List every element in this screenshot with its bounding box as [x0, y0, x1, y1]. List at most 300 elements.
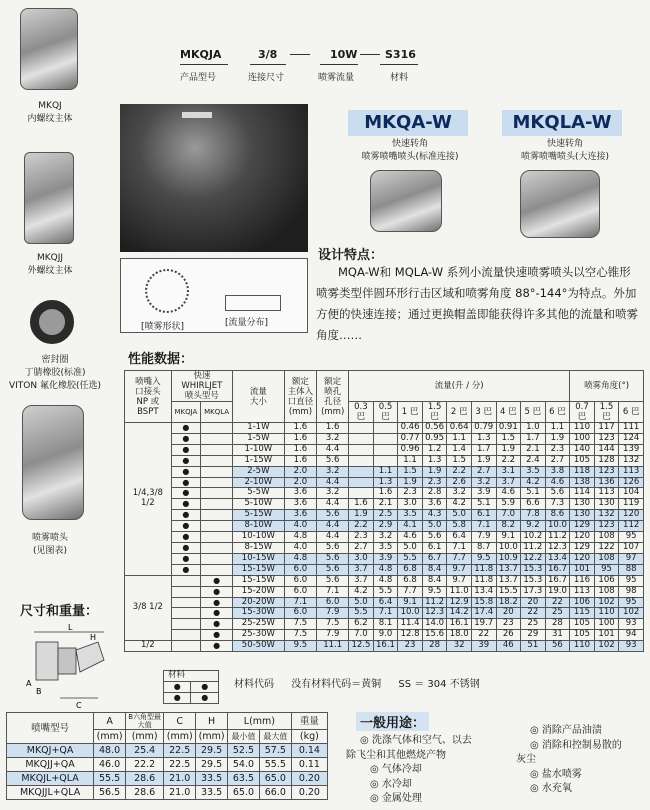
data-cell: 13.4: [471, 586, 496, 597]
model-dot-cell: [201, 532, 233, 543]
model-code-part: S316: [385, 48, 416, 61]
data-cell: 5.6: [545, 488, 570, 499]
data-cell: 112: [619, 521, 644, 532]
data-cell: 7.1: [471, 521, 496, 532]
data-cell: 0.96: [398, 444, 423, 455]
data-cell: 1.6: [284, 444, 317, 455]
flow-size-cell: 25-30W: [233, 630, 285, 641]
data-cell: 113: [594, 488, 619, 499]
data-cell: 6.0: [284, 575, 317, 586]
model-dot-cell: ●: [171, 455, 200, 466]
data-cell: 5.0: [447, 510, 472, 521]
data-cell: 120: [570, 532, 595, 543]
data-cell: 117: [594, 423, 619, 434]
distribution-graph: [225, 295, 281, 311]
data-cell: 2.7: [545, 455, 570, 466]
data-cell: 124: [619, 433, 644, 444]
features-title: 设计特点：: [318, 248, 384, 263]
model-dot-cell: [171, 586, 200, 597]
model-dot-cell: [201, 455, 233, 466]
use-item: ◎ 金属处理: [370, 793, 422, 804]
pressure-header: 1.5 巴: [422, 402, 447, 423]
model-dot-cell: [171, 641, 200, 652]
data-cell: 8.1: [373, 619, 398, 630]
data-cell: 3.8: [545, 466, 570, 477]
flow-size-cell: 2-5W: [233, 466, 285, 477]
data-cell: 93: [619, 619, 644, 630]
data-cell: 48.0: [94, 744, 126, 758]
data-cell: 28: [422, 641, 447, 652]
use-item: 灰尘: [516, 754, 536, 765]
spray-pattern-panel: [120, 258, 308, 333]
data-cell: 32: [447, 641, 472, 652]
data-cell: 5.6: [317, 553, 349, 564]
data-cell: 15.3: [521, 564, 546, 575]
data-cell: 51: [521, 641, 546, 652]
data-cell: 130: [570, 510, 595, 521]
model-code-part: MKQJA: [180, 48, 222, 61]
data-cell: 2.3: [422, 477, 447, 488]
model-code-label: 连接尺寸: [248, 73, 285, 83]
data-cell: 5.0: [349, 597, 374, 608]
model-dot-cell: ●: [171, 444, 200, 455]
data-cell: 28.6: [126, 772, 164, 786]
model-dot-cell: ●: [201, 597, 233, 608]
data-cell: 15.8: [471, 597, 496, 608]
data-cell: 12.3: [545, 542, 570, 553]
angle-pressure-header: 1.5 巴: [594, 402, 619, 423]
data-cell: 97: [619, 553, 644, 564]
data-cell: 102: [594, 597, 619, 608]
dash: [360, 54, 380, 55]
data-cell: 11.2: [422, 597, 447, 608]
flow-header: 流量(升 / 分): [349, 371, 570, 402]
data-cell: 3.5: [398, 510, 423, 521]
data-cell: 3.5: [521, 466, 546, 477]
flow-size-cell: 1-10W: [233, 444, 285, 455]
dash: [290, 54, 310, 55]
data-cell: 120: [619, 510, 644, 521]
model-code-part: 3/8: [258, 48, 278, 61]
data-cell: 101: [570, 564, 595, 575]
model-dot-cell: ●: [201, 608, 233, 619]
label-l: L: [68, 623, 73, 632]
data-cell: 13.7: [496, 575, 521, 586]
data-cell: 14.0: [422, 619, 447, 630]
data-cell: 130: [570, 499, 595, 510]
table-row: [125, 575, 644, 586]
model-dot-cell: [201, 510, 233, 521]
data-cell: [349, 455, 374, 466]
pressure-header: 5 巴: [521, 402, 546, 423]
data-cell: 1.6: [284, 455, 317, 466]
data-cell: 3.7: [496, 477, 521, 488]
model-dot-cell: [201, 466, 233, 477]
table-row: [125, 586, 644, 597]
data-cell: 23: [398, 641, 423, 652]
data-cell: 31: [545, 630, 570, 641]
model-dot-cell: ●: [171, 488, 200, 499]
data-cell: 6.0: [317, 597, 349, 608]
data-cell: 3.1: [496, 466, 521, 477]
data-cell: 17.3: [521, 586, 546, 597]
model-dot-cell: ●: [171, 542, 200, 553]
spray-photo: [120, 104, 308, 252]
data-cell: 120: [570, 553, 595, 564]
table-row: [125, 619, 644, 630]
data-cell: [373, 433, 398, 444]
pressure-header: 2 巴: [447, 402, 472, 423]
data-cell: 55.5: [259, 758, 291, 772]
data-cell: 3.2: [471, 477, 496, 488]
data-cell: 9.7: [447, 564, 472, 575]
data-cell: 1.6: [373, 488, 398, 499]
data-cell: 52.5: [228, 744, 260, 758]
data-cell: 7.1: [284, 597, 317, 608]
flow-size-cell: 10-15W: [233, 553, 285, 564]
data-cell: 122: [594, 542, 619, 553]
data-cell: 13.4: [545, 553, 570, 564]
model-dot-cell: ●: [171, 499, 200, 510]
data-cell: 114: [570, 488, 595, 499]
model-dot-cell: [201, 521, 233, 532]
data-cell: 115: [570, 608, 595, 619]
data-cell: 4.4: [317, 521, 349, 532]
dim-unit: (mm): [94, 730, 126, 744]
data-cell: 15.3: [521, 575, 546, 586]
data-cell: [349, 423, 374, 434]
mkqj-caption: MKQJ 内螺纹主体: [27, 101, 73, 124]
model-dot-cell: ●: [171, 477, 200, 488]
data-cell: 123: [594, 521, 619, 532]
data-cell: 100: [594, 619, 619, 630]
flow-size-cell: 15-15W: [233, 564, 285, 575]
model-dot-cell: [201, 499, 233, 510]
data-cell: 23: [496, 619, 521, 630]
data-cell: 6.7: [422, 553, 447, 564]
label-h: H: [90, 633, 97, 642]
data-cell: [373, 423, 398, 434]
data-cell: 5.0: [398, 542, 423, 553]
data-cell: 1.3: [422, 455, 447, 466]
dim-c-header: C: [164, 713, 196, 730]
model-dot-cell: [171, 597, 200, 608]
data-cell: 22.2: [126, 758, 164, 772]
data-cell: 1.6: [284, 433, 317, 444]
data-cell: 88: [619, 564, 644, 575]
data-cell: 6.1: [422, 542, 447, 553]
data-cell: 25.4: [126, 744, 164, 758]
model-dot-cell: ●: [171, 423, 200, 434]
data-cell: 108: [594, 553, 619, 564]
data-cell: 46.0: [94, 758, 126, 772]
uses-title: 一般用途：: [356, 712, 429, 731]
data-cell: 56.5: [94, 786, 126, 800]
data-cell: 22.5: [164, 744, 196, 758]
data-cell: 5.9: [496, 499, 521, 510]
data-cell: 3.6: [422, 499, 447, 510]
model-cell: MKQJJ+QA: [7, 758, 94, 772]
table-row: [125, 423, 644, 434]
model-dot-cell: [171, 619, 200, 630]
data-cell: 1.1: [398, 455, 423, 466]
data-cell: 29: [521, 630, 546, 641]
data-cell: 9.1: [496, 532, 521, 543]
data-cell: 6.8: [398, 564, 423, 575]
data-cell: 116: [570, 575, 595, 586]
model-dot-cell: [201, 488, 233, 499]
flow-size-cell: 1-15W: [233, 455, 285, 466]
data-cell: 9.2: [521, 521, 546, 532]
table-row: [125, 499, 644, 510]
data-cell: 28: [545, 619, 570, 630]
data-cell: 1.5: [496, 433, 521, 444]
data-cell: 8.7: [471, 542, 496, 553]
data-cell: 15.5: [496, 586, 521, 597]
mkqj-photo: [20, 8, 78, 90]
data-cell: [349, 488, 374, 499]
use-item: ◎ 水充氧: [530, 783, 572, 794]
data-cell: 118: [570, 466, 595, 477]
data-cell: 1.9: [349, 510, 374, 521]
data-cell: 5.6: [317, 575, 349, 586]
data-cell: 19.0: [545, 586, 570, 597]
data-cell: 1.1: [545, 423, 570, 434]
data-cell: 7.0: [349, 630, 374, 641]
data-cell: 11.0: [447, 586, 472, 597]
data-cell: 10.0: [398, 608, 423, 619]
model-dot-cell: [201, 477, 233, 488]
table-row: [125, 521, 644, 532]
data-cell: 3.6: [284, 488, 317, 499]
data-cell: 10.9: [496, 553, 521, 564]
data-cell: 2.6: [447, 477, 472, 488]
data-cell: 5.1: [471, 499, 496, 510]
data-cell: 102: [619, 608, 644, 619]
data-cell: 4.8: [284, 532, 317, 543]
data-cell: 7.9: [471, 532, 496, 543]
dim-unit: (mm): [126, 730, 164, 744]
data-cell: 6.1: [471, 510, 496, 521]
data-cell: 4.8: [373, 564, 398, 575]
data-cell: 29.5: [196, 744, 228, 758]
dim-unit: (mm): [164, 730, 196, 744]
flow-size-cell: 15-20W: [233, 586, 285, 597]
data-cell: [373, 444, 398, 455]
dim-w-header: 重量: [291, 713, 327, 730]
table-row: [125, 433, 644, 444]
data-cell: 12.8: [398, 630, 423, 641]
data-cell: 10.2: [521, 532, 546, 543]
data-cell: 1.9: [496, 444, 521, 455]
data-cell: 18.2: [496, 597, 521, 608]
model-dot-cell: [201, 542, 233, 553]
data-cell: 22.5: [164, 758, 196, 772]
data-cell: 46: [496, 641, 521, 652]
data-cell: 1.7: [521, 433, 546, 444]
data-cell: 4.6: [398, 532, 423, 543]
use-item: 除飞尘和其他燃烧产物: [346, 749, 446, 761]
data-cell: 144: [594, 444, 619, 455]
table-row: [125, 455, 644, 466]
data-cell: 3.9: [373, 553, 398, 564]
inlet-size-cell: 1/4,3/8 1/2: [125, 423, 172, 576]
data-cell: 107: [619, 542, 644, 553]
data-cell: 6.8: [398, 575, 423, 586]
table-row: [125, 630, 644, 641]
use-item: ◎ 气体冷却: [370, 764, 422, 775]
data-cell: 129: [570, 542, 595, 553]
orifice-header: 额定 喷孔 孔径 (mm): [317, 371, 349, 423]
data-cell: 104: [619, 488, 644, 499]
data-cell: 20: [496, 608, 521, 619]
data-cell: 2.3: [398, 488, 423, 499]
data-cell: 0.14: [291, 744, 327, 758]
data-cell: 7.9: [317, 630, 349, 641]
underline: [320, 64, 358, 65]
spray-head-caption: 喷雾喷头 (见图表): [31, 533, 68, 556]
data-cell: 2.8: [422, 488, 447, 499]
mkqjj-caption: MKQJJ 外螺纹主体: [27, 253, 73, 276]
data-cell: 10.0: [496, 542, 521, 553]
data-cell: 3.2: [373, 532, 398, 543]
underline: [250, 64, 286, 65]
data-cell: 110: [570, 641, 595, 652]
dot: ●: [164, 681, 191, 692]
data-cell: 106: [570, 597, 595, 608]
data-cell: 0.46: [398, 423, 423, 434]
model-dot-cell: [171, 630, 200, 641]
data-cell: 2.0: [284, 466, 317, 477]
data-cell: 7.5: [317, 619, 349, 630]
flow-size-cell: 25-25W: [233, 619, 285, 630]
flow-size-cell: 1-1W: [233, 423, 285, 434]
dim-a-header: A: [94, 713, 126, 730]
label-c: C: [76, 701, 82, 710]
data-cell: 3.0: [349, 553, 374, 564]
underline: [380, 64, 418, 65]
angle-header: 喷雾角度(°): [570, 371, 644, 402]
data-cell: 4.1: [398, 521, 423, 532]
product-title-mkqla: MKQLA-W: [502, 110, 622, 136]
data-cell: 25: [545, 608, 570, 619]
data-cell: 4.8: [284, 553, 317, 564]
data-cell: [349, 466, 374, 477]
dim-unit: (mm): [196, 730, 228, 744]
data-cell: 65.0: [259, 772, 291, 786]
flow-size-cell: 8-10W: [233, 521, 285, 532]
data-cell: 2.2: [349, 521, 374, 532]
model-dot-cell: [201, 433, 233, 444]
data-cell: 4.8: [373, 575, 398, 586]
data-cell: 3.0: [398, 499, 423, 510]
use-item: ◎ 消除和控制易散的: [530, 739, 622, 751]
nozzle-tip: [182, 112, 212, 118]
data-cell: 3.2: [447, 488, 472, 499]
data-cell: 1.9: [471, 455, 496, 466]
dim-l-header: L(mm): [228, 713, 292, 730]
data-cell: 5.5: [349, 608, 374, 619]
data-cell: 11.1: [317, 641, 349, 652]
data-cell: 119: [619, 499, 644, 510]
data-cell: 7.1: [447, 542, 472, 553]
material-legend: [234, 675, 480, 690]
table-row: [125, 641, 644, 652]
table-row: [125, 444, 644, 455]
data-cell: 55.5: [94, 772, 126, 786]
data-cell: 7.5: [284, 630, 317, 641]
data-cell: 8.4: [422, 575, 447, 586]
data-cell: 7.7: [398, 586, 423, 597]
spray-pattern-caption: [喷雾形状]: [141, 322, 185, 332]
flow-size-cell: 8-15W: [233, 542, 285, 553]
model-dot-cell: ●: [201, 586, 233, 597]
data-cell: 7.8: [521, 510, 546, 521]
table-row: [125, 553, 644, 564]
model-code-part: 10W: [330, 48, 358, 61]
data-cell: 9.1: [398, 597, 423, 608]
data-cell: 1.9: [545, 433, 570, 444]
data-cell: 5.5: [398, 553, 423, 564]
data-cell: 132: [619, 455, 644, 466]
data-cell: 136: [594, 477, 619, 488]
data-cell: 9.5: [284, 641, 317, 652]
data-cell: [349, 477, 374, 488]
use-item: ◎ 水冷却: [370, 778, 412, 790]
label-b: B: [36, 687, 42, 696]
model-dot-cell: [201, 553, 233, 564]
dim-b-header: B六角型最大值: [126, 713, 164, 730]
data-cell: 4.4: [317, 499, 349, 510]
data-cell: 56: [545, 641, 570, 652]
data-cell: 7.0: [496, 510, 521, 521]
data-cell: 16.1: [373, 641, 398, 652]
pressure-header: 0.3 巴: [349, 402, 374, 423]
data-cell: 5.6: [422, 532, 447, 543]
data-cell: 1.4: [447, 444, 472, 455]
table-row: [125, 542, 644, 553]
data-cell: 33.5: [196, 772, 228, 786]
seal-ring-photo: [30, 300, 74, 344]
data-cell: 26: [496, 630, 521, 641]
data-cell: 2.1: [521, 444, 546, 455]
data-cell: 4.2: [447, 499, 472, 510]
data-cell: 2.9: [373, 521, 398, 532]
data-cell: 110: [594, 608, 619, 619]
data-cell: 6.4: [373, 597, 398, 608]
data-cell: 3.6: [284, 499, 317, 510]
data-cell: 5.0: [422, 521, 447, 532]
table-row: [125, 597, 644, 608]
data-cell: 93: [619, 641, 644, 652]
data-cell: 2.3: [349, 532, 374, 543]
dimensions-table: [6, 712, 328, 800]
flow-size-cell: 50-50W: [233, 641, 285, 652]
data-cell: 4.4: [317, 477, 349, 488]
data-cell: 3.6: [284, 510, 317, 521]
data-cell: 20: [521, 597, 546, 608]
data-cell: 8.6: [545, 510, 570, 521]
dim-h-header: H: [196, 713, 228, 730]
use-item: ◎ 盐水喷雾: [530, 768, 582, 780]
table-row: [7, 744, 328, 758]
data-cell: 1.6: [317, 423, 349, 434]
data-cell: 0.64: [447, 423, 472, 434]
use-item: ◎ 洗涤气体和空气、以去: [360, 735, 472, 746]
label-a: A: [26, 679, 32, 688]
data-cell: 128: [594, 455, 619, 466]
data-cell: 22: [471, 630, 496, 641]
